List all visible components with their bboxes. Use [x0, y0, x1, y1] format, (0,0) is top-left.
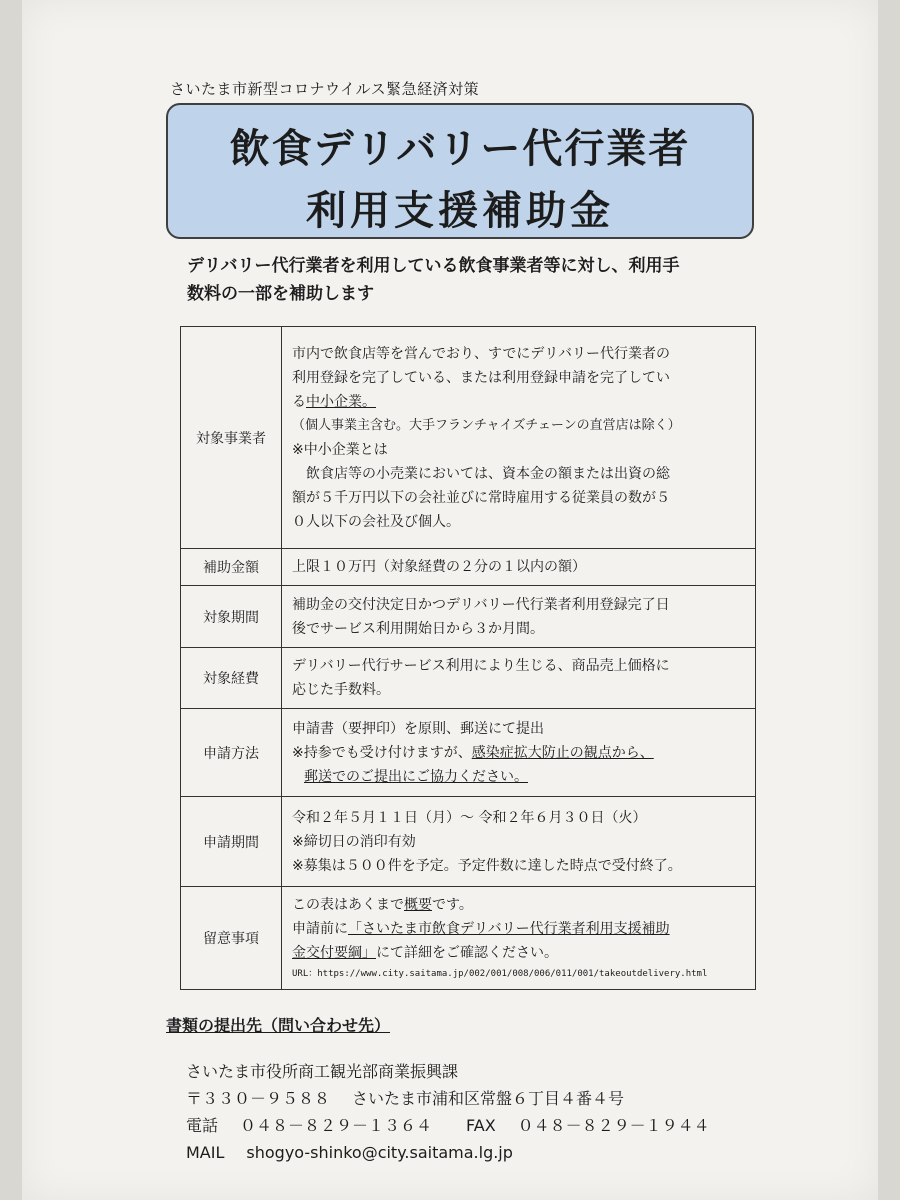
row-value-expenses [282, 648, 756, 709]
target-line-1: 市内で飲食店等を営んでおり、すでにデリバリー代行業者の [292, 345, 670, 362]
amount-line-1: 上限１０万円（対象経費の２分の１以内の額） [292, 559, 586, 575]
notes-line-1 [292, 893, 747, 917]
table-row-notes [181, 887, 756, 990]
notes-line-3 [292, 941, 747, 965]
target-line-6: 飲食店等の小売業においては、資本金の額または出資の総 [306, 465, 670, 482]
intro-line-2: 数料の一部を補助します [187, 284, 374, 304]
row-value-notes [282, 887, 756, 990]
application-period-line-2: ※締切日の消印有効 [292, 833, 416, 850]
expenses-line-2: 応じた手数料。 [292, 682, 390, 698]
title-line-2: 利用支援補助金 [306, 188, 614, 234]
method-line-2b: 感染症拡大防止の観点から、 [471, 744, 654, 761]
contact-fax: ０４８－８２９－１９４４ [517, 1116, 710, 1135]
target-line-8: ０人以下の会社及び個人。 [292, 513, 460, 530]
target-line-4: （個人事業主含む。大手フランチャイズチェーンの直営店は除く） [292, 417, 681, 433]
target-line-7: 額が５千万円以下の会社並びに常時雇用する従業員の数が５ [292, 489, 670, 506]
target-line-3b: 中小企業。 [306, 393, 376, 410]
contact-office: さいたま市役所商工観光部商業振興課 [186, 1062, 459, 1081]
row-label-period: 対象期間 [181, 586, 282, 648]
application-period-line-1: 令和２年５月１１日（月）～ 令和２年６月３０日（火） [292, 809, 647, 826]
info-table [180, 326, 756, 990]
period-line-2: 後でサービス利用開始日から３か月間。 [292, 620, 544, 637]
intro-line-1: デリバリー代行業者を利用している飲食事業者等に対し、利用手 [187, 256, 680, 276]
method-line-2 [292, 741, 747, 765]
notes-line-2a: 申請前に [292, 921, 348, 937]
notes-line-3b: にて詳細をご確認ください。 [376, 945, 558, 961]
contact-fax-label: FAX [466, 1116, 496, 1135]
contact-tel-label: 電話 [186, 1116, 219, 1135]
method-line-1: 申請書（要押印）を原則、郵送にて提出 [292, 720, 544, 737]
row-label-notes: 留意事項 [181, 887, 282, 990]
row-label-expenses: 対象経費 [181, 648, 282, 709]
contact-tel: ０４８－８２９－１３６４ [240, 1116, 433, 1135]
contact-postal: 〒３３０－９５８８ [186, 1089, 331, 1108]
row-label-target: 対象事業者 [181, 327, 282, 549]
target-line-5: ※中小企業とは [292, 441, 388, 458]
table-row-period [181, 586, 756, 648]
contact-heading: 書類の提出先（問い合わせ先） [166, 1016, 391, 1035]
contact-address-row [186, 1085, 710, 1112]
notes-line-1b: 概要 [404, 897, 432, 913]
method-line-2a: ※持参でも受け付けますが、 [292, 744, 472, 761]
contact-address: さいたま市浦和区常盤６丁目４番４号 [352, 1089, 625, 1108]
row-value-period [282, 586, 756, 648]
notes-line-3a: 金交付要綱」 [292, 945, 376, 961]
row-label-amount: 補助金額 [181, 549, 282, 586]
target-line-3 [292, 390, 747, 414]
contact-mail-label: MAIL [186, 1143, 225, 1162]
row-label-application-period: 申請期間 [181, 797, 282, 887]
contact-phone-row [186, 1112, 710, 1139]
notes-url[interactable]: URL：https://www.city.saitama.jp/002/001/008/006/011/001/takeoutdelivery.html [292, 969, 708, 979]
row-value-amount [282, 549, 756, 586]
table-row-target [181, 327, 756, 549]
target-line-3a: る [292, 393, 306, 410]
table-row-expenses [181, 648, 756, 709]
row-value-target [282, 327, 756, 549]
notes-line-2 [292, 917, 747, 941]
period-line-1: 補助金の交付決定日かつデリバリー代行業者利用登録完了日 [292, 596, 670, 613]
title-line-1: 飲食デリバリー代行業者 [229, 126, 691, 172]
notes-line-1c: です。 [432, 897, 473, 913]
method-line-3-text: 郵送でのご提出にご協力ください。 [304, 768, 528, 785]
contact-mail-row [186, 1139, 710, 1166]
table-row-application-period [181, 797, 756, 887]
table-row-method [181, 709, 756, 797]
row-label-method: 申請方法 [181, 709, 282, 797]
notes-line-2b: 「さいたま市飲食デリバリー代行業者利用支援補助 [348, 921, 670, 937]
contact-block [186, 1058, 710, 1166]
target-line-2: 利用登録を完了している、または利用登録申請を完了してい [292, 369, 670, 386]
method-line-3 [292, 765, 747, 789]
row-value-application-period [282, 797, 756, 887]
contact-mail[interactable]: shogyo-shinko@city.saitama.lg.jp [246, 1143, 513, 1162]
intro-text [187, 252, 767, 308]
expenses-line-1: デリバリー代行サービス利用により生じる、商品売上価格に [292, 658, 670, 674]
application-period-line-3: ※募集は５００件を予定。予定件数に達した時点で受付終了。 [292, 857, 682, 874]
program-header: さいたま市新型コロナウイルス緊急経済対策 [170, 80, 480, 98]
row-value-method [282, 709, 756, 797]
table-row-amount [181, 549, 756, 586]
notes-line-1a: この表はあくまで [292, 897, 404, 913]
title-box [166, 103, 754, 239]
